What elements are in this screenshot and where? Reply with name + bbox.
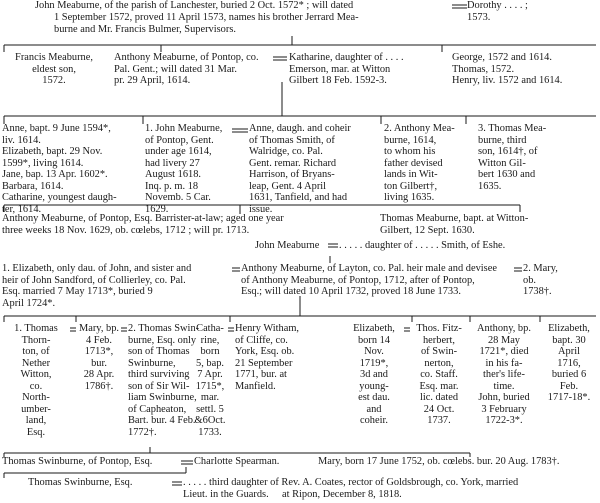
francis-meaburne-entry: Francis Meaburne, eldest son, 1572.: [15, 52, 93, 86]
charlotte-spearman-entry: Charlotte Spearman.: [194, 456, 280, 467]
anthony-meaburne-second-son-entry: 2. Anthony Mea- burne, 1614, to whom his father devised lands in Wit- ton Gilbert†, living 1635.: [384, 123, 455, 203]
thomas-swinburne-esq-entry: Thomas Swinburne, Esq.: [28, 477, 133, 488]
anthony-meaburne-barrister-entry: Anthony Meaburne, of Pontop, Esq. Barrister-at-law; aged one year three weeks 18 Nov. 1629, ob. cœlebs, 1712 ; will pr. 1713.: [2, 213, 284, 236]
thomas-meaburne-witton-entry: Thomas Meaburne, bapt. at Witton- Gilbert, 12 Sept. 1630.: [380, 213, 529, 236]
thomas-meaburne-third-son-entry: 3. Thomas Mea- burne, third son, 1614†, of Witton Gil- bert 1630 and 1635.: [478, 123, 547, 192]
anthony-and-john-entry: Anthony, bp. 28 May 1721*, died in his fa- ther's life- time. John, buried 3 February 1722-3*.: [477, 323, 531, 426]
thomas-thornton-entry: 1. Thomas Thorn- ton, of Nether Witton, co. North- umber- land, Esq.: [14, 323, 58, 438]
thomas-swinburne-capheaton-entry: 2. Thomas Swin- burne, Esq. only son of Thomas Swinburne, third surviving son of Sir Wil- liam Swinburne, of Capheaton, Bart. bur. 4 Feb. 1772†.: [128, 323, 200, 438]
anne-elizabeth-jane-barbara-catharine-entry: Anne, bapt. 9 June 1594*, liv. 1614. Elizabeth, bapt. 29 Nov. 1599*, living 1614. Jane, bap. 13 Apr. 1602*. Barbara, 1614. Catharine, youngest daugh- ter, 1614.: [2, 123, 117, 215]
elizabeth-bapt-1716-entry: Elizabeth, bapt. 30 April 1716, buried 6 Feb. 1717-18*.: [547, 323, 591, 403]
catharine-meaburne-entry: Catha- rine, born 5, bap. 7 Apr. 1715*, mar. settl. 5 &6Oct. 1733.: [194, 323, 226, 438]
elizabeth-youngest-entry: Elizabeth, born 14 Nov. 1719*, 3d and young- est dau. and coheir.: [353, 323, 395, 426]
george-thomas-henry-entry: George, 1572 and 1614. Thomas, 1572. Henry, liv. 1572 and 1614.: [452, 52, 563, 86]
mary-meaburne-entry: Mary, bp. 4 Feb. 1713*, bur. 28 Apr. 1786†.: [78, 323, 119, 392]
katharine-emerson-entry: Katharine, daughter of . . . . Emerson, mar. at Witton Gilbert 18 Feb. 1592-3.: [289, 52, 404, 86]
anthony-meaburne-pontop-entry: Anthony Meaburne, of Pontop, co. Pal. Gent.; will dated 31 Mar. pr. 29 April, 1614.: [114, 52, 259, 86]
thomas-swinburne-pontop-entry: Thomas Swinburne, of Pontop, Esq.: [2, 456, 153, 467]
john-meaburne-will-details: 1 September 1572, proved 11 April 1573, names his brother Jerrard Mea- burne and Mr. Francis Bulmer, Supervisors.: [54, 12, 359, 35]
smith-of-eshe-entry: . . . . . daughter of . . . . . Smith, of Eshe.: [339, 240, 506, 251]
john-meaburne-entry: John Meaburne: [255, 240, 320, 251]
elizabeth-sandford-entry: 1. Elizabeth, only dau. of John, and sister and heir of John Sandford, of Collierley, co. Pal. Esq. married 7 May 1713*, buried 9 April 1724*.: [2, 263, 192, 309]
mary-born-1752-entry: Mary, born 17 June 1752, ob. cœlebs. bur. 20 Aug. 1783†.: [318, 456, 560, 467]
dorothy-entry: Dorothy . . . . ; 1573.: [467, 0, 528, 23]
henry-witham-entry: Henry Witham, of Cliffe, co. York, Esq. ob. 21 September 1771, bur. at Manfield.: [235, 323, 300, 392]
anthony-meaburne-layton-entry: Anthony Meaburne, of Layton, co. Pal. heir male and devisee of Anthony Meaburne, of Pontop, 1712, after of Pontop, Esq.; will dated 10 April 1732, proved 18 June 1733.: [241, 263, 497, 297]
ripon-marriage-entry: at Ripon, December 8, 1818.: [282, 489, 402, 500]
coates-daughter-entry: . . . . . third daughter of Rev. A. Coates, rector of Goldsbrough, co. York, married Lieut. in the Guards.: [183, 477, 519, 500]
john-meaburne-lanchester-entry: John Meaburne, of the parish of Lanchester, buried 2 Oct. 1572* ; will dated: [35, 0, 354, 11]
thos-fitzherbert-entry: Thos. Fitz- herbert, of Swin- nerton, co. Staff. Esq. mar. lic. dated 24 Oct. 1737.: [416, 323, 462, 426]
mary-second-wife-entry: 2. Mary, ob. 1738†.: [523, 263, 558, 297]
john-meaburne-pontop-gent-entry: 1. John Meaburne, of Pontop, Gent. under age 1614, had livery 27 August 1618. Inq. p. m. 18 Novemb. 5 Car. 1629.: [145, 123, 223, 215]
anne-smith-coheir-entry: Anne, daugh. and coheir of Thomas Smith, of Walridge, co. Pal. Gent. remar. Richard Harrison, of Bryans- leap, Gent. 4 April 1631, Tanfield, and had issue.: [249, 123, 351, 215]
